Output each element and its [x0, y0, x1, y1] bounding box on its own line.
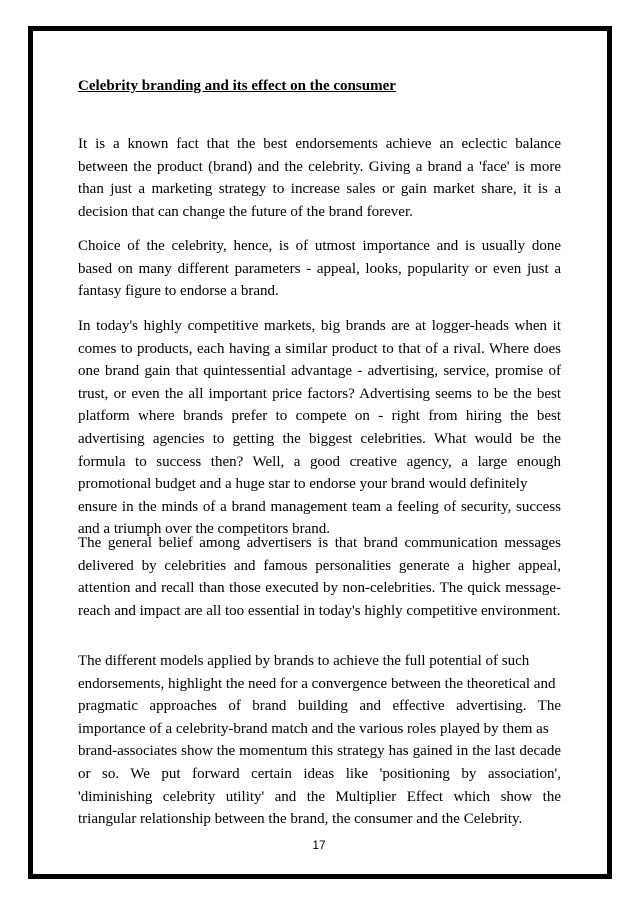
- paragraph-4: [78, 532, 561, 622]
- paragraph-2: [78, 235, 561, 303]
- paragraph-3: [78, 315, 561, 541]
- text-line: The different models applied by brands to achieve the full potential of such: [78, 653, 530, 669]
- text-line: The general belief among advertisers is that brand communication messages: [78, 535, 561, 551]
- text-line: ensure in the minds of a brand management team a feeling of security, success: [78, 498, 561, 515]
- text-line: than just a marketing strategy to increase sales or gain market share, it is a: [78, 181, 561, 198]
- text-line: based on many different parameters - appeal, looks, popularity or even just a: [78, 260, 561, 277]
- paragraph-5: [78, 650, 561, 831]
- text-line: endorsements, highlight the need for a convergence between the theoretical and: [78, 675, 556, 692]
- text-line: formula to success then? Well, a good creative agency, a large enough: [78, 453, 561, 470]
- text-line: one brand gain that quintessential advantage - advertising, service, promise of: [78, 363, 561, 380]
- text-line: fantasy figure to endorse a brand.: [78, 283, 279, 300]
- text-line: In today's highly competitive markets, big brands are at logger-heads when it: [78, 318, 561, 334]
- text-line: importance of a celebrity-brand match and the various roles played by them as: [78, 720, 549, 737]
- text-line: brand-associates show the momentum this strategy has gained in the last decade: [78, 743, 561, 760]
- text-line: 'diminishing celebrity utility' and the Multiplier Effect which show the: [78, 788, 561, 805]
- page-number: 17: [312, 838, 326, 852]
- text-line: promotional budget and a huge star to endorse your brand would definitely: [78, 476, 528, 493]
- text-line: Choice of the celebrity, hence, is of utmost importance and is usually done: [78, 238, 561, 254]
- text-line: reach and impact are all too essential in today's highly competitive environment.: [78, 602, 561, 619]
- text-line: between the product (brand) and the celebrity. Giving a brand a 'face' is more: [78, 158, 561, 175]
- text-line: platform where brands prefer to compete on - right from hiring the best: [78, 408, 561, 425]
- document-title: Celebrity branding and its effect on the consumer: [78, 78, 396, 94]
- text-line: trust, or even the all important price factors? Advertising seems to be the best: [78, 385, 561, 402]
- text-line: decision that can change the future of the brand forever.: [78, 203, 413, 220]
- text-line: delivered by celebrities and famous personalities generate a higher appeal,: [78, 557, 561, 574]
- text-line: comes to products, each having a similar product to that of a rival. Where does: [78, 340, 561, 357]
- text-line: It is a known fact that the best endorsements achieve an eclectic balance: [78, 136, 561, 152]
- text-line: attention and recall than those executed by non-celebrities. The quick message-: [78, 580, 561, 597]
- paragraph-1: [78, 133, 561, 223]
- text-line: or so. We put forward certain ideas like 'positioning by association',: [78, 765, 561, 782]
- text-line: advertising agencies to getting the biggest celebrities. What would be the: [78, 430, 561, 447]
- text-line: and a triumph over the competitors brand.: [78, 521, 331, 538]
- text-line: pragmatic approaches of brand building and effective advertising. The: [78, 698, 561, 715]
- text-line: triangular relationship between the brand, the consumer and the Celebrity.: [78, 811, 523, 828]
